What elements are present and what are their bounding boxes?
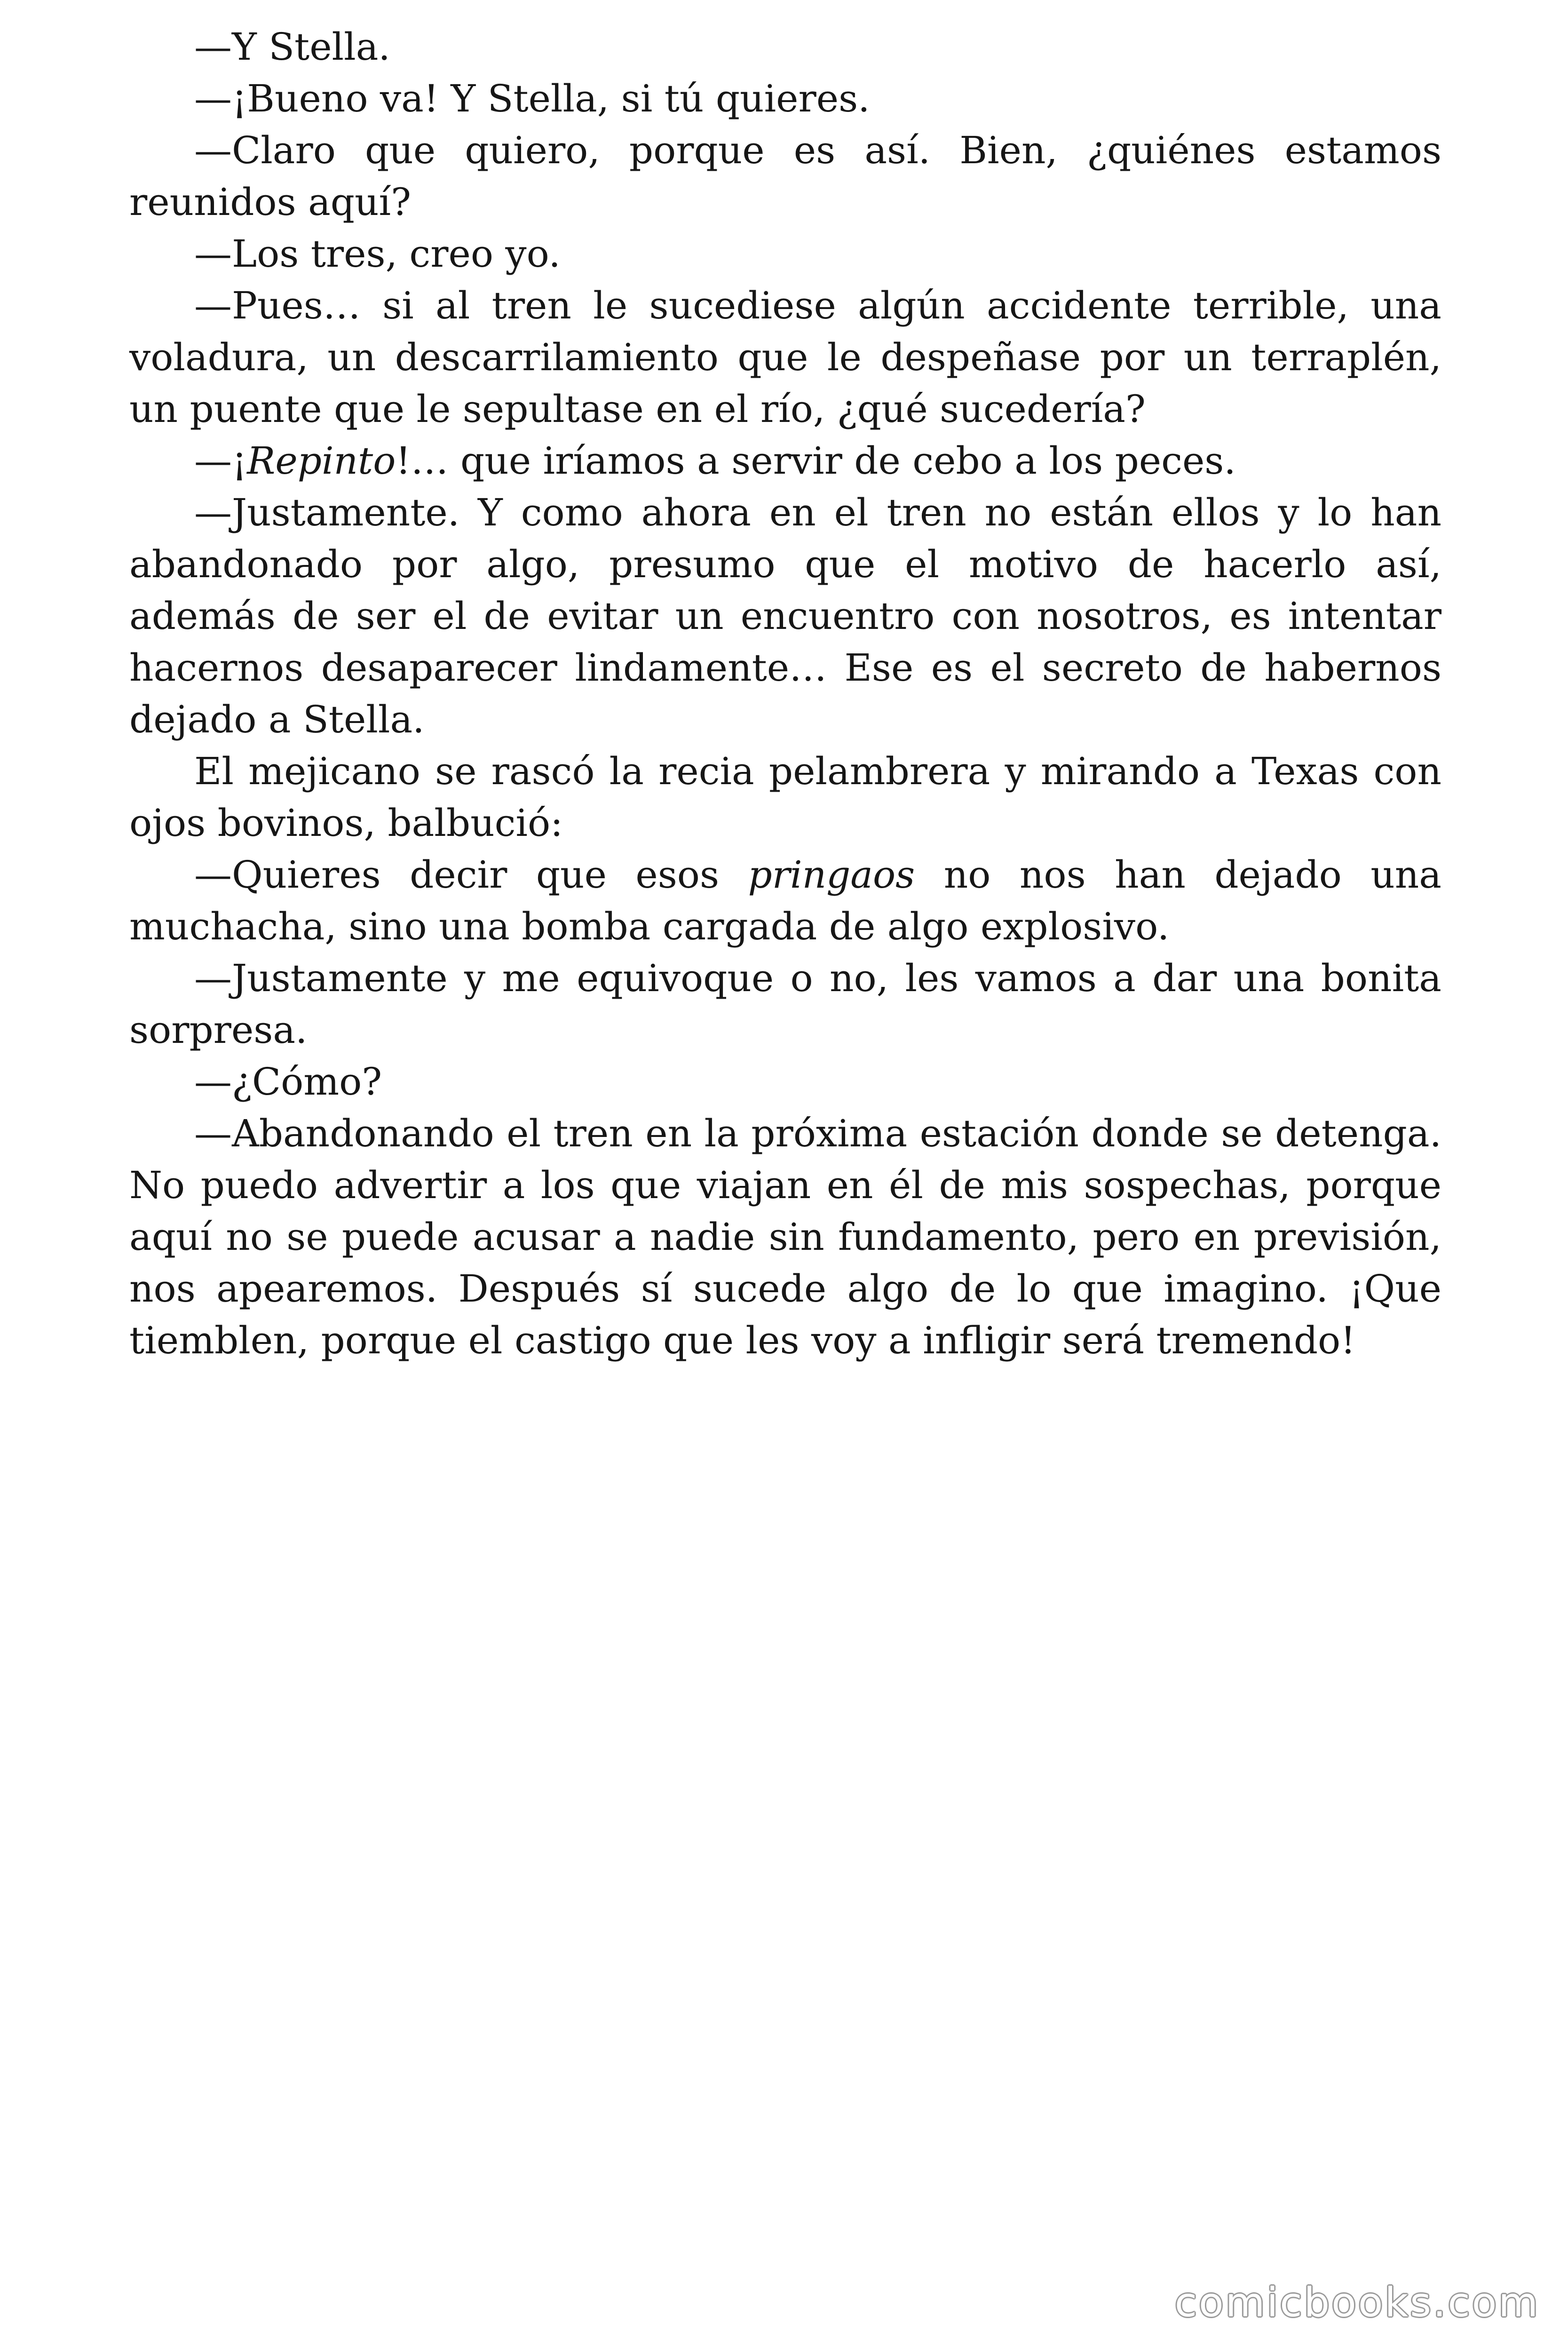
- text-run: —Claro que quiero, porque es así. Bien, ¿quiénes estamos reunidos aquí?: [129, 128, 1441, 224]
- paragraph: [129, 953, 1441, 1056]
- text-run: El mejicano se rascó la recia pelambrera y mirando a Texas con ojos bovinos, balbució:: [129, 749, 1441, 845]
- italic-text: pringaos: [748, 853, 915, 897]
- text-run: —¡: [194, 439, 247, 483]
- paragraph: [129, 435, 1441, 487]
- text-run: —¿Cómo?: [194, 1060, 382, 1104]
- italic-text: Repinto: [247, 439, 396, 483]
- text-run: —¡Bueno va! Y Stella, si tú quieres.: [194, 77, 870, 120]
- text-run: —Pues… si al tren le sucediese algún accidente terrible, una voladura, un descarrilamiento que le despeñase por un terraplén, un puente que le sepultase en el río, ¿qué sucedería?: [129, 284, 1441, 431]
- paragraph: [129, 125, 1441, 228]
- paragraph: [129, 487, 1441, 746]
- text-run: no nos han dejado una muchacha, sino una bomba cargada de algo explosivo.: [129, 853, 1442, 948]
- paragraph: [129, 73, 1441, 125]
- text-run: —Abandonando el tren en la próxima estación donde se detenga. No puedo advertir a los que viajan en él de mis sospechas, porque aquí no se puede acusar a nadie sin fundamento, pero en previsión, nos apearemos. Después sí sucede algo de lo que imagino. ¡Que tiemblen, porque el castigo que les voy a infligir será tremendo!: [129, 1112, 1441, 1362]
- text-run: —Justamente y me equivoque o no, les vamos a dar una bonita sorpresa.: [129, 956, 1441, 1052]
- paragraph: [129, 1056, 1441, 1108]
- text-run: —Quieres decir que esos: [194, 853, 748, 897]
- text-run: —Y Stella.: [194, 25, 390, 69]
- watermark: comicbooks.com: [1174, 2279, 1540, 2326]
- body-text: [129, 21, 1441, 1367]
- paragraph: [129, 746, 1441, 849]
- text-run: —Justamente. Y como ahora en el tren no están ellos y lo han abandonado por algo, presumo que el motivo de hacerlo así, además de ser el de evitar un encuentro con nosotros, es intentar hacernos desaparecer lindamente… Ese es el secreto de habernos dejado a Stella.: [129, 491, 1441, 741]
- text-run: —Los tres, creo yo.: [194, 232, 561, 276]
- paragraph: [129, 1108, 1441, 1367]
- paragraph: [129, 280, 1441, 435]
- text-run: !… que iríamos a servir de cebo a los peces.: [396, 439, 1236, 483]
- paragraph: [129, 21, 1441, 73]
- paragraph: [129, 228, 1441, 280]
- paragraph: [129, 849, 1441, 953]
